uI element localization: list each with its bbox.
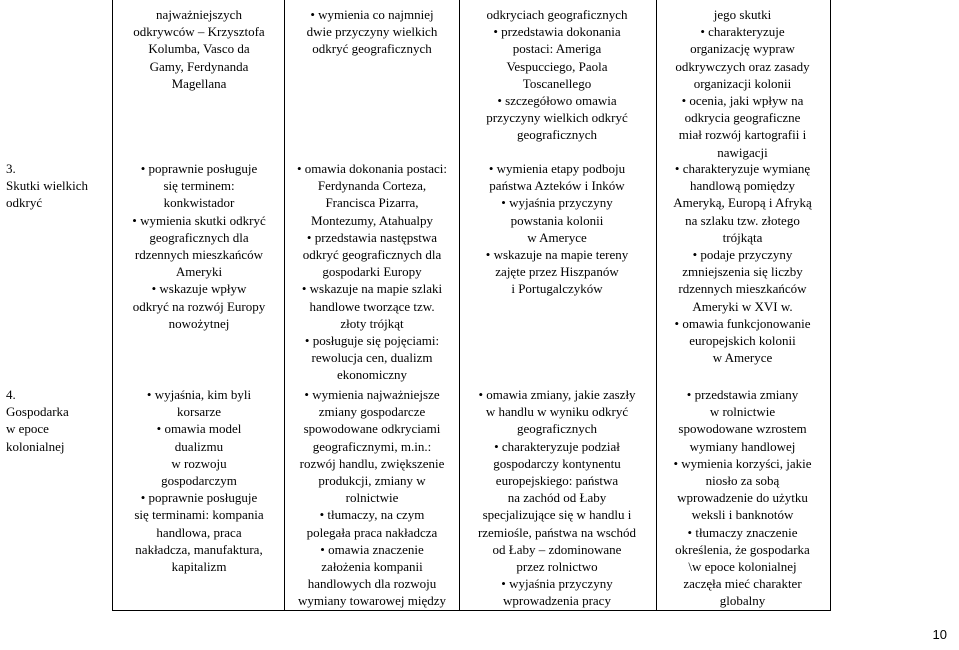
requirements-cell: • wymienia najważniejsze zmiany gospodarcze spowodowane odkryciami geograficznymi, m.in.: rozwój handlu, zwiększenie produkcji, zmiany w rolnictwie • tłumaczy, na czym polegała praca nakładcza • omawia znaczenie założenia kompanii handlowych dla rozwoju wymiany towarowej między xyxy=(297,387,446,609)
column-border xyxy=(284,0,285,610)
requirements-cell: • omawia zmiany, jakie zaszły w handlu w wyniku odkryć geograficznych • charakteryzuje podział gospodarczy kontynentu europejskiego: państwa na zachód od Łaby specjalizujące się w handlu i rzemiośle, państwa na wschód od Łaby – zdominowane przez rolnictwo • wyjaśnia przyczyny wprowadzenia pracy xyxy=(477,387,637,609)
requirements-cell: • wymienia co najmniej dwie przyczyny wielkich odkryć geograficznych xyxy=(306,7,438,57)
row-border xyxy=(112,610,831,611)
requirements-cell: • charakteryzuje wymianę handlową pomiędzy Ameryką, Europą i Afryką na szlaku tzw. złotego trójkąta • podaje przyczyny zmniejszenia się liczby rdzennych mieszkańców Ameryki w XVI w. • omawia funkcjonowanie europejskich kolonii w Ameryce xyxy=(673,161,812,366)
requirements-cell: • wyjaśnia, kim byli korsarze • omawia model dualizmu w rozwoju gospodarczym • poprawnie posługuje się terminami: kompania handlowa, praca nakładcza, manufaktura, kapitalizm xyxy=(134,387,264,575)
requirements-cell: • wymienia etapy podboju państwa Azteków i Inków • wyjaśnia przyczyny powstania kolonii w Ameryce • wskazuje na mapie tereny zajęte przez Hiszpanów i Portugalczyków xyxy=(485,161,629,297)
topic-cell: 3. Skutki wielkich odkryć xyxy=(6,161,88,211)
requirements-cell: odkryciach geograficznych • przedstawia dokonania postaci: Ameriga Vespucciego, Paola Toscanellego • szczegółowo omawia przyczyny wielkich odkryć geograficznych xyxy=(486,7,628,143)
requirements-cell: • poprawnie posługuje się terminem: konkwistador • wymienia skutki odkryć geograficznych dla rdzennych mieszkańców Ameryki • wskazuje wpływ odkryć na rozwój Europy nowożytnej xyxy=(132,161,266,331)
page-number: 10 xyxy=(932,627,947,642)
requirements-cell: • omawia dokonania postaci: Ferdynanda Corteza, Francisca Pizarra, Montezumy, Atahualpy • przedstawia następstwa odkryć geograficznych dla gospodarki Europy • wskazuje na mapie szlaki handlowe tworzące tzw. złoty trójkąt • posługuje się pojęciami: rewolucja cen, dualizm ekonomiczny xyxy=(296,161,448,383)
requirements-cell: • przedstawia zmiany w rolnictwie spowodowane wzrostem wymiany handlowej • wymienia korzyści, jakie niosło za sobą wprowadzenie do użytku weksli i banknotów • tłumaczy znaczenie określenia, że gospodarka \w epoce kolonialnej zaczęła mieć charakter globalny xyxy=(673,387,812,609)
column-border xyxy=(830,0,831,610)
topic-cell: 4. Gospodarka w epoce kolonialnej xyxy=(6,387,69,454)
column-border xyxy=(112,0,113,610)
requirements-cell: jego skutki • charakteryzuje organizację wypraw odkrywczych oraz zasady organizacji kolonii • ocenia, jaki wpływ na odkrycia geograficzne miał rozwój kartografii i nawigacji xyxy=(675,7,810,160)
requirements-cell: najważniejszych odkrywców – Krzysztofa Kolumba, Vasco da Gamy, Ferdynanda Magellana xyxy=(133,7,265,91)
